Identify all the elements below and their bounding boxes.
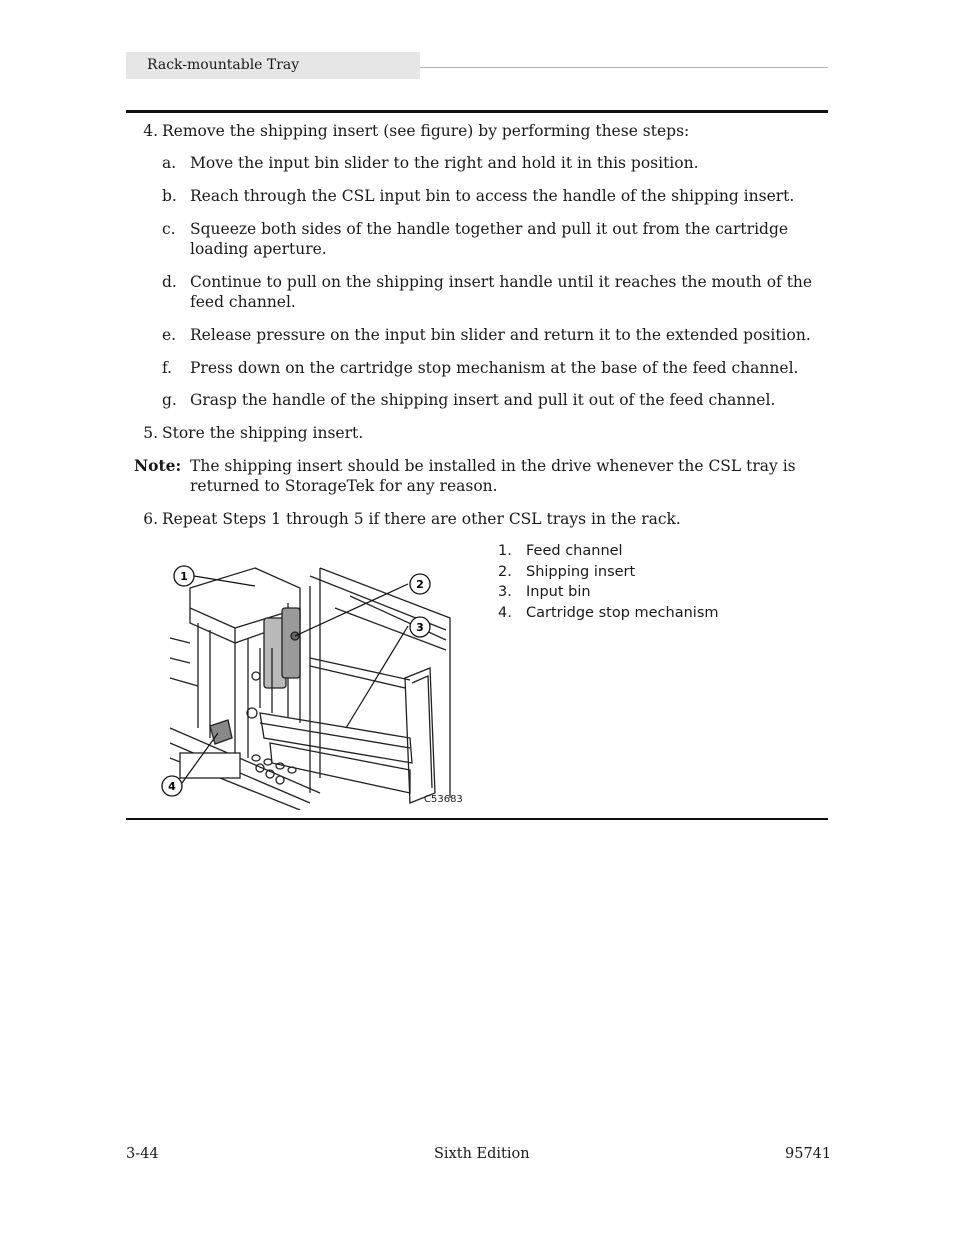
header-rule bbox=[420, 67, 828, 68]
figure-code: C53683 bbox=[424, 794, 463, 805]
substep-label: f. bbox=[162, 359, 173, 377]
figure-legend bbox=[498, 541, 719, 623]
substep-label: d. bbox=[162, 273, 177, 291]
substep-text: Continue to pull on the shipping insert handle until it reaches the mouth of the feed channel. bbox=[190, 273, 813, 311]
substep-label: e. bbox=[162, 326, 177, 344]
callout-2 bbox=[410, 574, 430, 594]
step-text: Repeat Steps 1 through 5 if there are other CSL trays in the rack. bbox=[162, 510, 681, 528]
substep-b bbox=[162, 186, 828, 206]
svg-text:1: 1 bbox=[180, 570, 188, 583]
legend-item: 2. Shipping insert bbox=[498, 563, 636, 580]
svg-text:4: 4 bbox=[168, 780, 176, 793]
substep-text: Grasp the handle of the shipping insert and pull it out of the feed channel. bbox=[190, 391, 776, 409]
legend-item: 4. Cartridge stop mechanism bbox=[498, 604, 719, 621]
page-number: 3-44 bbox=[126, 1146, 159, 1162]
step-5 bbox=[126, 423, 828, 443]
substep-label: c. bbox=[162, 220, 176, 238]
note bbox=[134, 456, 828, 496]
running-header-section: Rack-mountable Tray bbox=[126, 52, 420, 79]
step-4 bbox=[126, 121, 828, 141]
step-number: 6. bbox=[143, 510, 158, 528]
bottom-rule bbox=[126, 818, 828, 820]
svg-text:2: 2 bbox=[416, 578, 424, 591]
note-text: The shipping insert should be installed in the drive whenever the CSL tray is returned to StorageTek for any reason. bbox=[190, 457, 796, 495]
substep-f bbox=[162, 358, 828, 378]
substep-label: g. bbox=[162, 391, 177, 409]
edition: Sixth Edition bbox=[434, 1146, 530, 1162]
substep-c bbox=[162, 219, 828, 259]
substep-text: Move the input bin slider to the right and hold it in this position. bbox=[190, 154, 699, 172]
substep-text: Squeeze both sides of the handle together and pull it out from the cartridge loading aperture. bbox=[190, 220, 789, 258]
document-number: 95741 bbox=[785, 1146, 832, 1162]
substep-label: a. bbox=[162, 154, 177, 172]
substep-g bbox=[162, 390, 828, 410]
csl-tray-illustration bbox=[160, 548, 470, 810]
callout-3 bbox=[410, 617, 430, 637]
substep-text: Press down on the cartridge stop mechanism at the base of the feed channel. bbox=[190, 359, 799, 377]
svg-text:3: 3 bbox=[416, 621, 424, 634]
step-text: Remove the shipping insert (see figure) by performing these steps: bbox=[162, 122, 690, 140]
step-number: 5. bbox=[143, 424, 158, 442]
callout-1 bbox=[174, 566, 194, 586]
substep-label: b. bbox=[162, 187, 177, 205]
substep-e bbox=[162, 325, 828, 345]
note-label: Note: bbox=[134, 456, 182, 475]
legend-item: 3. Input bin bbox=[498, 584, 591, 600]
legend-item: 1. Feed channel bbox=[498, 543, 623, 559]
callout-4 bbox=[162, 776, 182, 796]
substep-text: Release pressure on the input bin slider and return it to the extended position. bbox=[190, 326, 811, 344]
step-number: 4. bbox=[143, 122, 158, 140]
top-rule bbox=[126, 110, 828, 113]
step-6 bbox=[126, 509, 828, 529]
substep-text: Reach through the CSL input bin to access the handle of the shipping insert. bbox=[190, 187, 795, 205]
step-text: Store the shipping insert. bbox=[162, 424, 364, 442]
substep-a bbox=[162, 153, 828, 173]
substep-d bbox=[162, 272, 828, 312]
